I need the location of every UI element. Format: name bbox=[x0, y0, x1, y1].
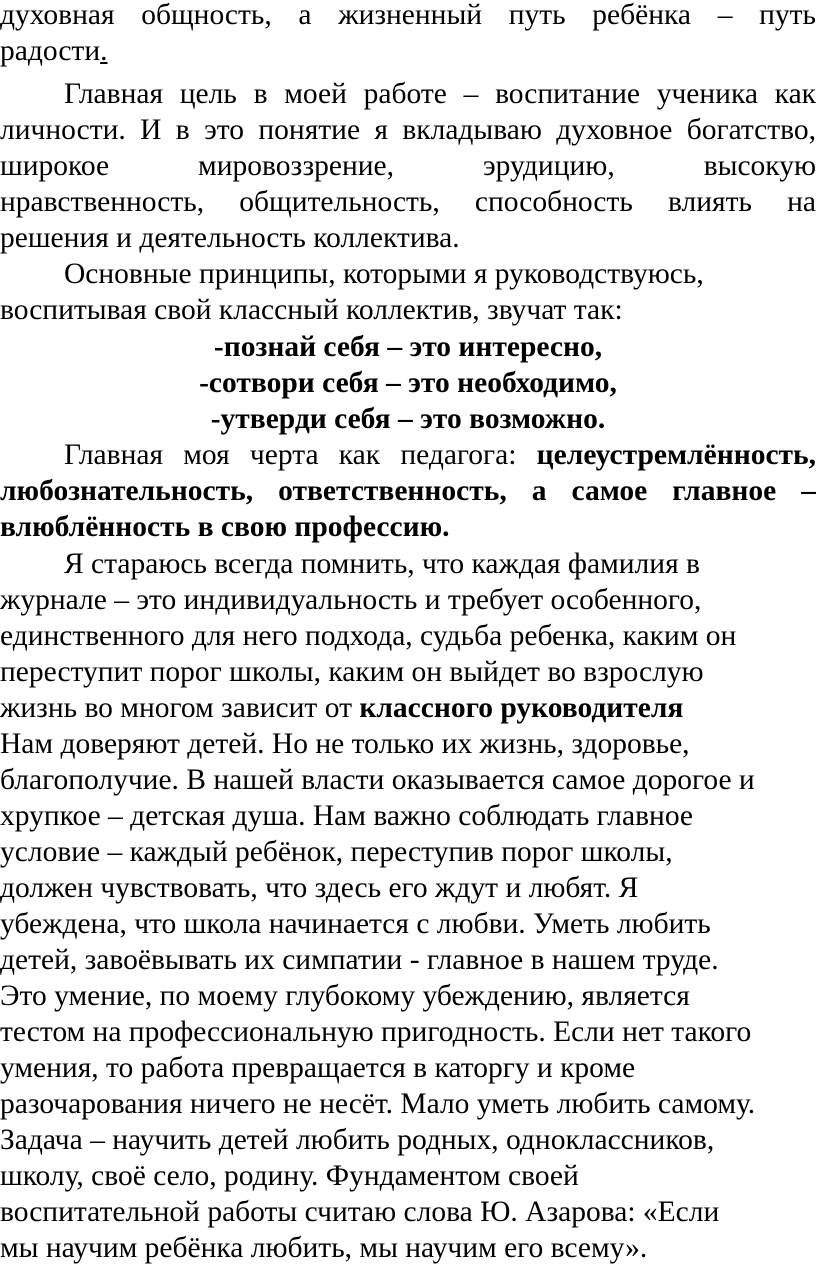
paragraph-6-line-10: умения, то работа превращается в каторгу и кроме bbox=[0, 1052, 636, 1084]
paragraph-5-line-1: Я стараюсь всегда помнить, что каждая фамилия в bbox=[64, 548, 700, 580]
principle-1: -познай себя – это интересно, bbox=[213, 331, 603, 363]
paragraph-4-lead-bold: целеустремлённость, bbox=[536, 439, 816, 471]
paragraph-5-line-3: единственного для него подхода, судьба ребенка, каким он bbox=[0, 620, 737, 652]
paragraph-1-text: радости bbox=[0, 35, 101, 67]
paragraph-4-line-1 bbox=[0, 438, 816, 474]
paragraph-1-line-2 bbox=[0, 34, 108, 70]
paragraph-6-line-7: детей, завоёвывать их симпатии - главное в нашем труде. bbox=[0, 944, 719, 976]
paragraph-6-line-11: разочарования ничего не несёт. Мало уметь любить самому. bbox=[0, 1088, 756, 1120]
paragraph-6-line-15: мы научим ребёнка любить, мы научим его всему». bbox=[0, 1232, 648, 1264]
paragraph-6-line-14: воспитательной работы считаю слова Ю. Азарова: «Если bbox=[0, 1196, 720, 1228]
paragraph-2-line-5: решения и деятельность коллектива. bbox=[0, 222, 460, 254]
paragraph-6-line-1: Нам доверяют детей. Но не только их жизнь, здоровье, bbox=[0, 728, 690, 760]
paragraph-5-tail-text: жизнь во многом зависит от bbox=[0, 692, 360, 724]
paragraph-6-line-8: Это умение, по моему глубокому убеждению, является bbox=[0, 980, 690, 1012]
paragraph-5-line-2: журнале – это индивидуальность и требует особенного, bbox=[0, 584, 702, 616]
paragraph-6-line-3: хрупкое – детская душа. Нам важно соблюдать главное bbox=[0, 800, 694, 832]
paragraph-4-line-2: любознательность, ответственность, а самое главное – bbox=[0, 475, 816, 507]
paragraph-5-tail-bold: классного руководителя bbox=[359, 692, 684, 724]
paragraph-2-line-1: Главная цель в моей работе – воспитание ученика как bbox=[64, 78, 816, 110]
paragraph-2-line-4: нравственность, общительность, способность влиять на bbox=[0, 186, 816, 218]
principle-3: -утверди себя – это возможно. bbox=[210, 403, 606, 435]
paragraph-6-line-13: школу, своё село, родину. Фундаментом своей bbox=[0, 1160, 579, 1192]
paragraph-6-line-5: должен чувствовать, что здесь его ждут и любят. Я bbox=[0, 872, 639, 904]
principle-2: -сотвори себя – это необходимо, bbox=[199, 367, 617, 399]
paragraph-3-line-2: воспитывая свой классный коллектив, звучат так: bbox=[0, 294, 623, 326]
paragraph-2-line-3: широкое мировоззрение, эрудицию, высокую bbox=[0, 150, 816, 182]
paragraph-1-end-mark: . bbox=[100, 35, 108, 67]
paragraph-4-line-3: влюблённость в свою профессию. bbox=[0, 511, 450, 543]
paragraph-6-line-6: убеждена, что школа начинается с любви. Уметь любить bbox=[0, 908, 711, 940]
paragraph-6-line-12: Задача – научить детей любить родных, одноклассников, bbox=[0, 1124, 715, 1156]
paragraph-6-line-2: благополучие. В нашей власти оказывается самое дорогое и bbox=[0, 764, 755, 796]
paragraph-3-line-1: Основные принципы, которыми я руководствуюсь, bbox=[64, 258, 704, 290]
paragraph-5-line-5 bbox=[0, 691, 683, 727]
paragraph-5-line-4: переступит порог школы, каким он выйдет во взрослую bbox=[0, 656, 704, 688]
paragraph-4-lead-text: Главная моя черта как педагога: bbox=[64, 439, 517, 471]
paragraph-6-line-4: условие – каждый ребёнок, переступив порог школы, bbox=[0, 836, 673, 868]
paragraph-6-line-9: тестом на профессиональную пригодность. Если нет такого bbox=[0, 1016, 752, 1048]
paragraph-2-line-2: личности. И в это понятие я вкладываю духовное богатство, bbox=[0, 114, 816, 146]
paragraph-1-line-1: духовная общность, а жизненный путь ребёнка – путь bbox=[0, 0, 816, 31]
